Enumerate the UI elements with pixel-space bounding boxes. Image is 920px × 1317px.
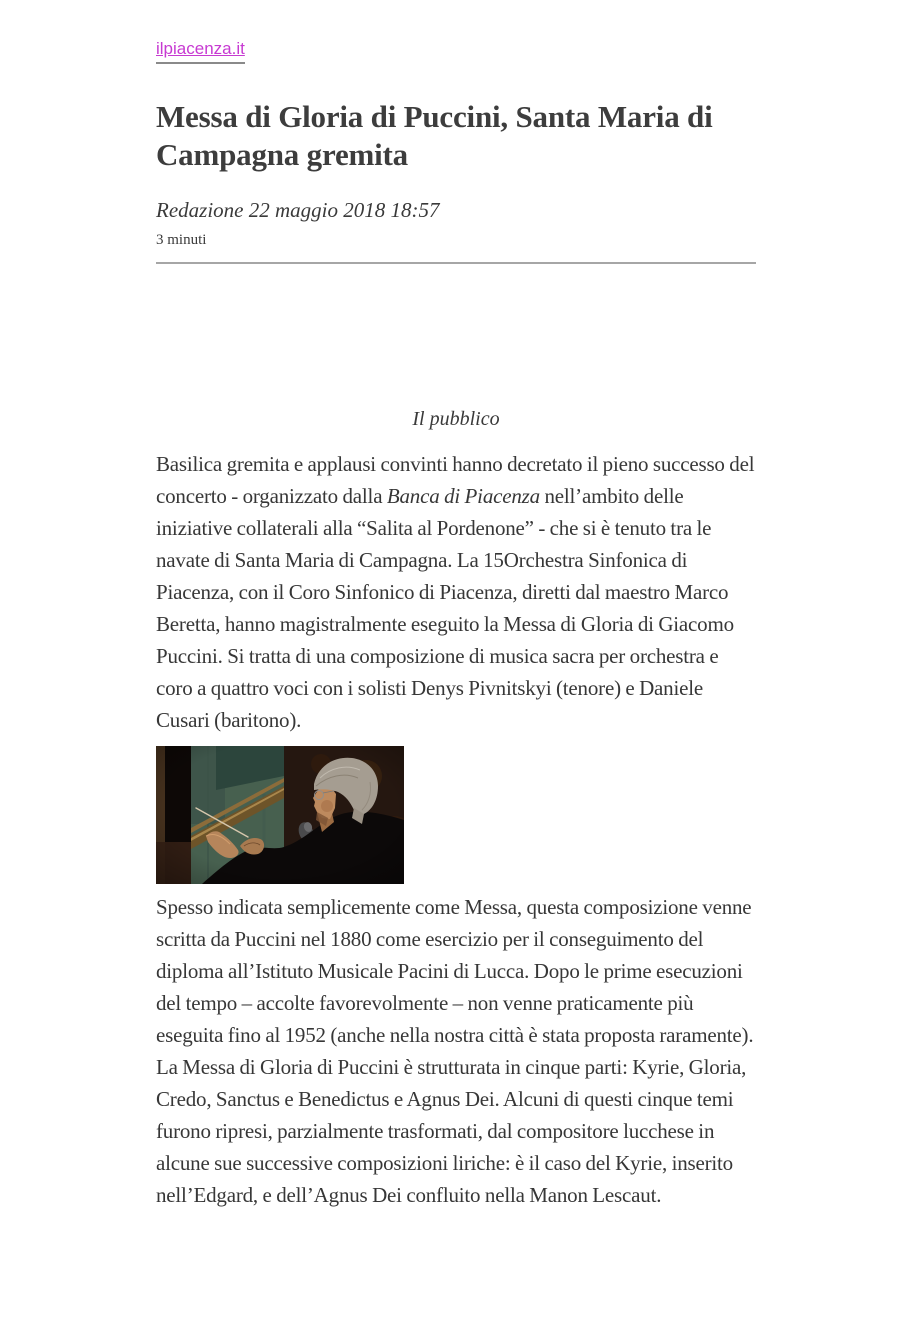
article-paragraph-2: Spesso indicata semplicemente come Messa, questa composizione venne scritta da Puccini nel 1880 come esercizio per il conseguimento del diploma all’Istituto Musicale Pacini di Lucca. Dopo le prime esecuzioni del tempo – accolte favorevolmente – non venne praticamente più eseguita fino al 1952 (anche nella nostra città è stata proposta raramente). La Messa di Gloria di Puccini è strutturata in cinque parti: Kyrie, Gloria, Credo, Sanctus e Benedictus e Agnus Dei. Alcuni di questi cinque temi furono ripresi, parzialmente trasformati, dal compositore lucchese in alcune sue successive composizioni liriche: è il caso del Kyrie, inserito nell’Edgard, e dell’Agnus Dei confluito nella Manon Lescaut. [156, 894, 754, 1207]
conductor-photo-image [156, 746, 404, 884]
conductor-photo [156, 746, 404, 884]
site-domain-link[interactable]: ilpiacenza.it [156, 40, 245, 64]
article-byline: Redazione 22 maggio 2018 18:57 [156, 197, 440, 222]
paragraph-1-text: Basilica gremita e applausi convinti hanno decretato il pieno successo del concerto - organizzato dalla [156, 451, 755, 508]
hero-image-placeholder [156, 264, 756, 407]
article-title: Messa di Gloria di Puccini, Santa Maria di Campagna gremita [156, 98, 713, 172]
paragraph-1-text-cont: nell’ambito delle iniziative collaterali alla “Salita al Pordenone” - che si è tenuto tra le navate di Santa Maria di Campagna. La 15Orchestra Sinfonica di Piacenza, con il Coro Sinfonico di Piacenza, diretti dal maestro Marco Beretta, hanno magistralmente eseguito la Messa di Gloria di Giacomo Puccini. Si tratta di una composizione di musica sacra per orchestra e coro a quattro voci con i solisti Denys Pivnitskyi (tenore) e Daniele Cusari (baritono). [156, 483, 734, 732]
paragraph-1-italic-text: Banca di Piacenza [386, 483, 540, 508]
article-paragraph-1 [156, 448, 756, 736]
reading-time: 3 minuti [156, 231, 207, 248]
figure-caption: Il pubblico [412, 407, 500, 430]
